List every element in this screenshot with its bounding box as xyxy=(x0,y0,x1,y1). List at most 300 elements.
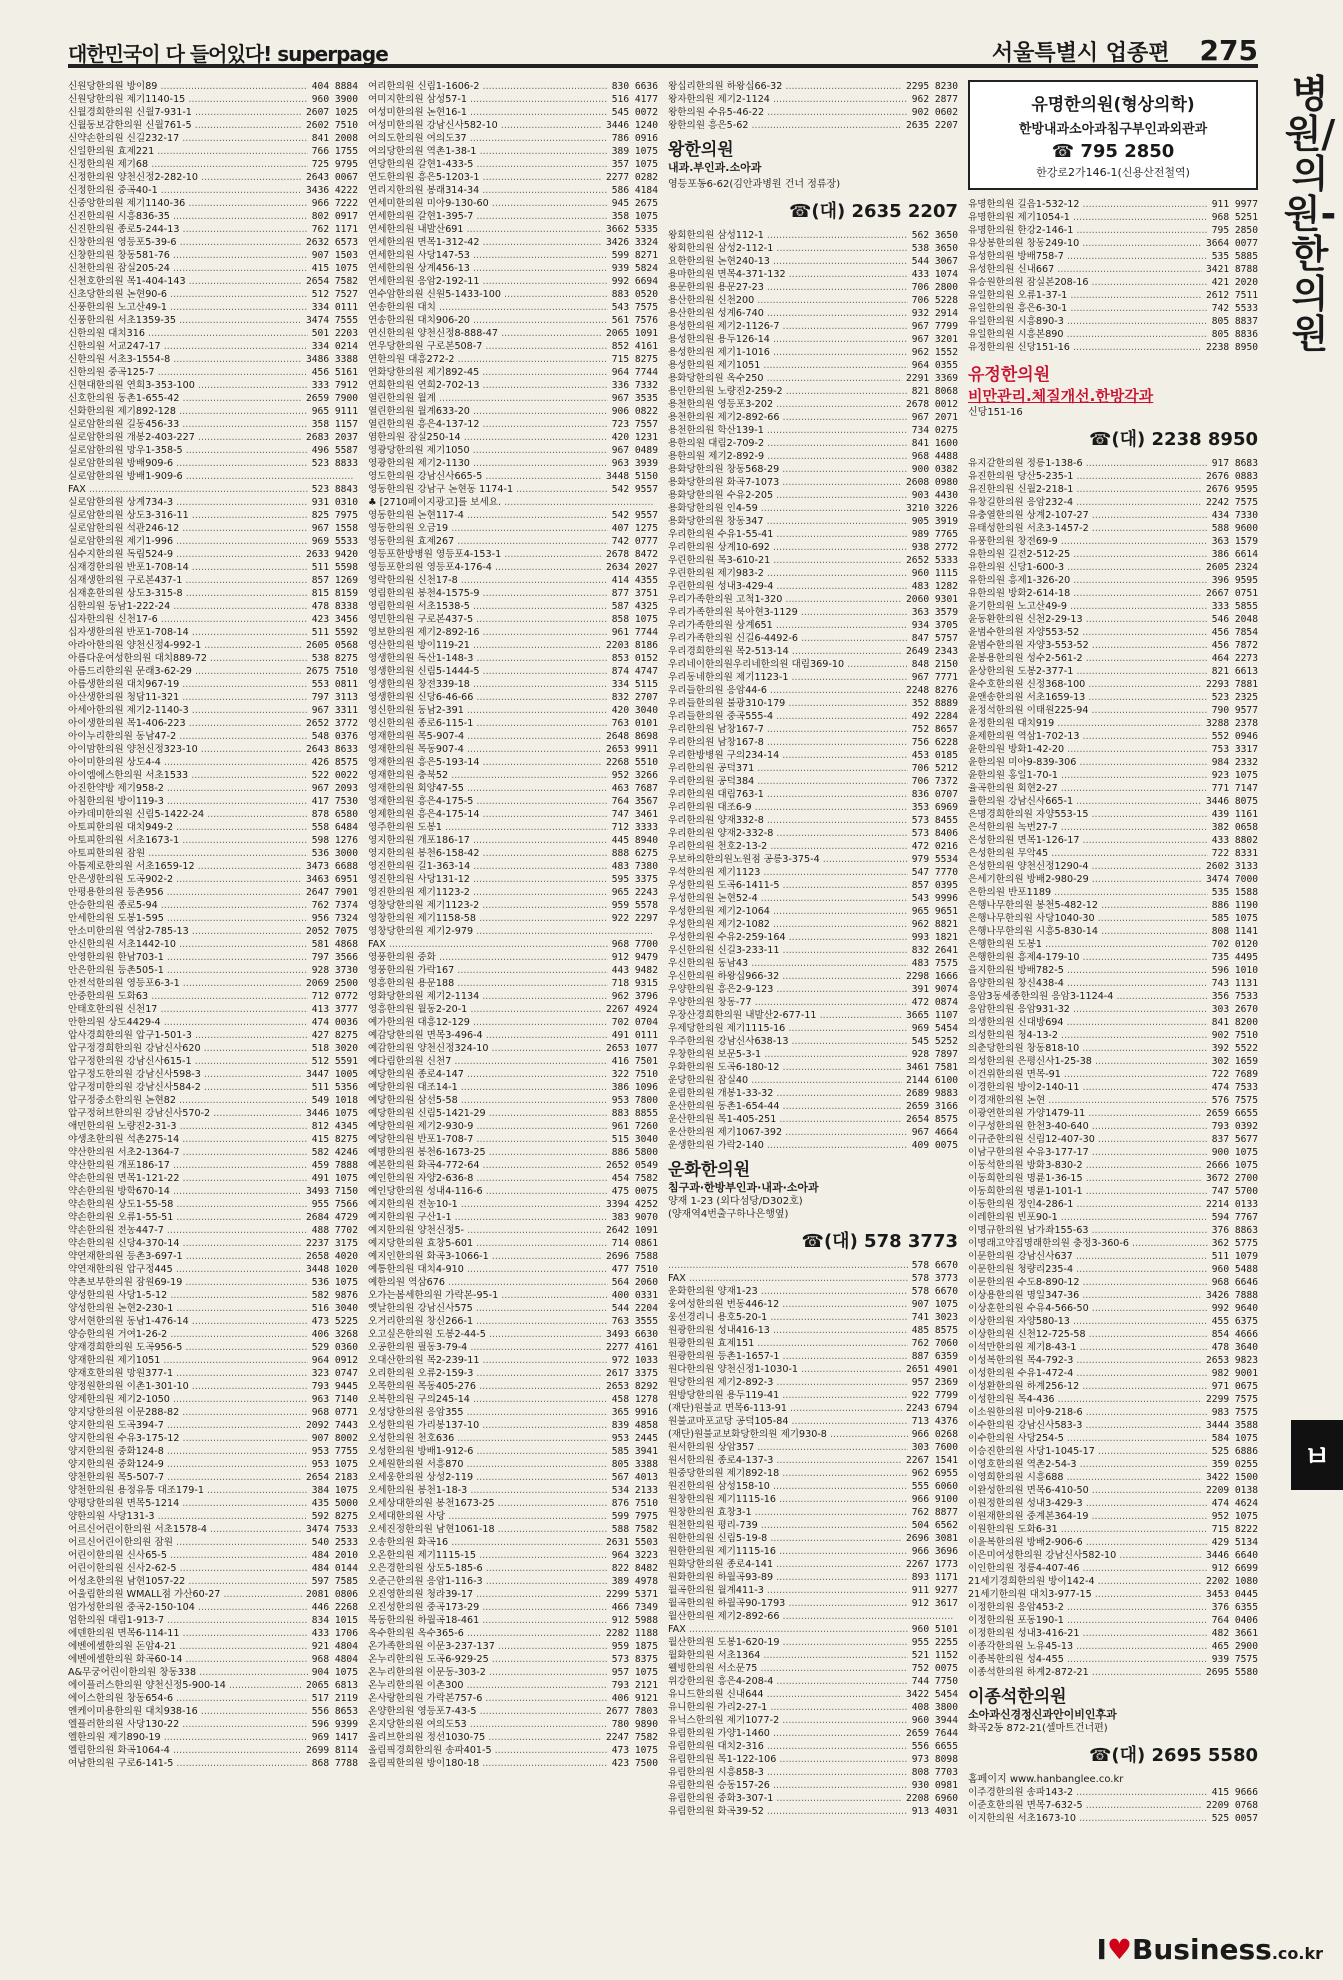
entry-phone: 483 1282 xyxy=(908,580,958,593)
entry-name: 이은미여성한의원 강남신사582-10 ..... xyxy=(968,1549,1202,1562)
entry-name: 운화한의원 양재1-23 ..... xyxy=(668,1285,908,1298)
listing-entry xyxy=(68,652,358,665)
listing-entry xyxy=(668,736,958,749)
listing-entry xyxy=(968,795,1258,808)
listing-entry xyxy=(368,1107,658,1120)
entry-phone: 586 4184 xyxy=(608,184,658,197)
listing-entry xyxy=(68,1419,358,1432)
entry-name: 윤제한의원 역삼1-702-13 ..... xyxy=(968,730,1208,743)
entry-phone: 762 1171 xyxy=(308,223,358,236)
entry-phone: 706 5212 xyxy=(908,762,958,775)
listing-entry xyxy=(368,1146,658,1159)
listing-entry xyxy=(68,1159,358,1172)
entry-phone: 857 1269 xyxy=(308,574,358,587)
entry-name: 오진성한의원 중곡173-29 ..... xyxy=(368,1601,608,1614)
listing-entry xyxy=(368,912,658,925)
entry-phone: 3474 7000 xyxy=(1202,873,1258,886)
listing-entry xyxy=(368,1666,658,1679)
entry-name: 양정원한의원 이촌1-301-10 ..... xyxy=(68,1380,308,1393)
entry-phone: 2209 0768 xyxy=(1202,1799,1258,1812)
listing-entry xyxy=(368,1601,658,1614)
listing-entry xyxy=(68,704,358,717)
entry-name: 우리들한의원 불광310-179 ..... xyxy=(668,697,908,710)
entry-name: 우신한의원 동남43 ..... xyxy=(668,957,908,970)
entry-name: ♣ [2710페이지광고]를 보세요. ..... xyxy=(368,496,654,509)
entry-phone: 959 1875 xyxy=(608,1640,658,1653)
listing-entry xyxy=(368,314,658,327)
listing-entry xyxy=(368,262,658,275)
entry-phone: 2659 7900 xyxy=(302,392,358,405)
index-tab[interactable]: ㅂ xyxy=(1291,1420,1343,1490)
entry-phone: 771 7147 xyxy=(1208,782,1258,795)
entry-phone: 415 9666 xyxy=(1208,1786,1258,1799)
listing-entry xyxy=(968,1549,1258,1562)
listing-entry xyxy=(668,1428,958,1441)
entry-phone: 363 3579 xyxy=(908,606,958,619)
ad-subtitle: 비만관리.체질개선.한방각과 xyxy=(968,387,1154,405)
listing-entry xyxy=(968,613,1258,626)
entry-name: 신중앙한의원 제기1140-36 ..... xyxy=(68,197,308,210)
entry-phone: 874 4747 xyxy=(608,665,658,678)
entry-phone: 525 6886 xyxy=(1208,1445,1258,1458)
entry-name: 양천한의원 목5-507-7 ..... xyxy=(68,1471,302,1484)
entry-phone: 2069 2500 xyxy=(302,977,358,990)
entry-name: 용화당한의원 인4-59 ..... xyxy=(668,502,902,515)
listing-entry xyxy=(968,587,1258,600)
entry-name: 우석한의원 제기1123 ..... xyxy=(668,866,908,879)
entry-phone: 578 3773 xyxy=(908,1272,958,1285)
entry-phone: 362 5775 xyxy=(1208,1237,1258,1250)
listing-entry xyxy=(368,457,658,470)
entry-phone: 334 0214 xyxy=(308,340,358,353)
entry-phone: 435 5000 xyxy=(308,1497,358,1510)
entry-phone: 725 9795 xyxy=(308,158,358,171)
entry-name: 오리한의원 오류2-159-3 ..... xyxy=(368,1367,602,1380)
entry-phone: 793 0392 xyxy=(1208,1120,1258,1133)
listing-entry xyxy=(68,1302,358,1315)
entry-name: 이동희한의원 명륜1-36-15 ..... xyxy=(968,1172,1202,1185)
listing-entry xyxy=(68,1666,358,1679)
entry-name: 여미지한의원 삼성57-1 ..... xyxy=(368,93,608,106)
entry-phone: 578 6670 xyxy=(908,1259,958,1272)
listing-entry xyxy=(68,574,358,587)
entry-phone: 945 2675 xyxy=(608,197,658,210)
entry-name: 신약손한의원 신길232-17 ..... xyxy=(68,132,308,145)
entry-name: 약연재한의원 등촌3-697-1 ..... xyxy=(68,1250,302,1263)
entry-name: 유승원한의원 잠실본208-16 ..... xyxy=(968,276,1208,289)
entry-phone: 512 7527 xyxy=(308,288,358,301)
entry-phone: 993 1821 xyxy=(908,931,958,944)
entry-name xyxy=(668,1259,908,1272)
entry-name: 신창한의원 영등포5-39-6 ..... xyxy=(68,236,302,249)
listing-entry xyxy=(968,315,1258,328)
entry-name: 어르신어린이한의원 서초1578-4 ..... xyxy=(68,1523,302,1536)
listing-entry xyxy=(668,710,958,723)
publisher-tagline: 대한민국이 다 들어있다! superpage xyxy=(68,42,388,66)
entry-phone: 2203 8186 xyxy=(602,639,658,652)
listing-columns xyxy=(68,80,1258,1824)
entry-phone: 805 3388 xyxy=(608,1458,658,1471)
entry-phone: 967 3201 xyxy=(908,333,958,346)
entry-name: 유림한의원 화곡39-52 ..... xyxy=(668,1805,908,1818)
entry-name: 웅선경리니 용호5-20-1 ..... xyxy=(668,1311,908,1324)
entry-name: 은세기한의원 방배2-980-29 ..... xyxy=(968,873,1202,886)
entry-phone: 561 7576 xyxy=(608,314,658,327)
listing-entry xyxy=(968,302,1258,315)
listing-entry xyxy=(968,899,1258,912)
listing-entry xyxy=(68,1354,358,1367)
entry-phone: 2632 6573 xyxy=(302,236,358,249)
entry-phone: 2654 2183 xyxy=(302,1471,358,1484)
entry-phone: 562 3650 xyxy=(908,229,958,242)
entry-phone: 483 7380 xyxy=(608,860,658,873)
listing-entry xyxy=(68,1497,358,1510)
listing-entry xyxy=(668,106,958,119)
entry-name: 양재호한의원 망원377-1 ..... xyxy=(68,1367,308,1380)
entry-phone: 877 3751 xyxy=(608,587,658,600)
entry-phone: 544 3067 xyxy=(908,255,958,268)
entry-phone: 713 4376 xyxy=(908,1415,958,1428)
listing-entry xyxy=(668,749,958,762)
listing-entry xyxy=(968,626,1258,639)
listing-entry xyxy=(368,574,658,587)
listing-entry xyxy=(668,1311,958,1324)
entry-name: 신진한의원 종로5-244-13 ..... xyxy=(68,223,308,236)
entry-name: 연세한의원 상계456-13 ..... xyxy=(368,262,608,275)
listing-entry xyxy=(668,1701,958,1714)
entry-name: 양천한의원 용정유통 대조179-1 ..... xyxy=(68,1484,308,1497)
entry-name: 우성한의원 제기2-1064 ..... xyxy=(668,905,908,918)
entry-phone: 706 7372 xyxy=(908,775,958,788)
ad-address: 양재 1-23 (외다섬당/D302호) xyxy=(668,1196,803,1207)
listing-entry xyxy=(368,1393,658,1406)
ad-phone: ☎(대) 2695 5580 xyxy=(1089,1745,1258,1766)
entry-name: 예한의원 역삼676 ..... xyxy=(368,1276,608,1289)
entry-name: 예당한의원 대조14-1 ..... xyxy=(368,1081,608,1094)
entry-phone: 2202 1080 xyxy=(1202,1575,1258,1588)
listing-entry xyxy=(668,515,958,528)
listing-entry xyxy=(968,535,1258,548)
entry-phone: 548 0376 xyxy=(308,730,358,743)
listing-entry xyxy=(68,1042,358,1055)
entry-phone: 907 1503 xyxy=(308,249,358,262)
entry-phone: 968 5251 xyxy=(1208,211,1258,224)
entry-name: 의성한의원 은평신사1-25-38 ..... xyxy=(968,1055,1208,1068)
listing-entry xyxy=(668,1272,958,1285)
listing-entry xyxy=(68,665,358,678)
listing-entry xyxy=(368,171,658,184)
entry-phone: 573 8455 xyxy=(908,814,958,827)
entry-phone: 967 1558 xyxy=(308,522,358,535)
entry-name: 압구정경희한의원 강남신사620 ..... xyxy=(68,1042,308,1055)
listing-entry xyxy=(68,1601,358,1614)
entry-phone: 900 0382 xyxy=(908,463,958,476)
listing-entry xyxy=(368,1640,658,1653)
ad-address: 영등포동6-62(김안과병원 건너 정류장) xyxy=(668,179,841,190)
listing-entry xyxy=(68,197,358,210)
entry-name: 21세기경희한의원 방이142-4 ..... xyxy=(968,1575,1202,1588)
entry-phone: 2242 7575 xyxy=(1202,496,1258,509)
entry-phone: 546 2048 xyxy=(1208,613,1258,626)
listing-entry xyxy=(68,600,358,613)
entry-name: 오송한의원 화곡16 ..... xyxy=(368,1536,602,1549)
entry-phone: 2652 3772 xyxy=(302,717,358,730)
entry-name: 유일한의원 흥은6-30-1 ..... xyxy=(968,302,1208,315)
entry-name: 영흥한의원 용문188 ..... xyxy=(368,977,608,990)
entry-name: 예당한의원 반포1-708-7 ..... xyxy=(368,1133,608,1146)
entry-phone: 594 7767 xyxy=(1208,1211,1258,1224)
entry-name: 웅여성한의원 번동446-12 ..... xyxy=(668,1298,908,1311)
entry-name: 약산한의원 개포186-17 ..... xyxy=(68,1159,308,1172)
listing-entry xyxy=(368,353,658,366)
listing-entry xyxy=(968,1354,1258,1367)
listing-entry xyxy=(968,1786,1258,1799)
listing-entry xyxy=(368,288,658,301)
entry-phone: 542 9557 xyxy=(608,509,658,522)
entry-name: 영산한의원 방이119-21 ..... xyxy=(368,639,602,652)
entry-phone: 912 9479 xyxy=(608,951,658,964)
entry-name: 영신한의원 종로6-115-1 ..... xyxy=(368,717,608,730)
entry-phone: 2052 7075 xyxy=(302,925,358,938)
listing-entry xyxy=(968,574,1258,587)
listing-entry xyxy=(968,600,1258,613)
entry-name: 안승한의원 종로5-94 ..... xyxy=(68,899,308,912)
entry-name: 원방당한의원 용두119-41 ..... xyxy=(668,1389,908,1402)
listing-entry xyxy=(68,834,358,847)
entry-phone: 2659 6655 xyxy=(1202,1107,1258,1120)
entry-name: 영지한의원 봉천6-158-42 ..... xyxy=(368,847,608,860)
entry-phone: 491 0111 xyxy=(608,1029,658,1042)
listing-entry xyxy=(368,1562,658,1575)
entry-name: 연수암한의원 신원5-1433-100 ..... xyxy=(368,288,608,301)
listing-entry xyxy=(968,1133,1258,1146)
entry-phone: 445 8940 xyxy=(608,834,658,847)
listing-entry xyxy=(668,1389,958,1402)
entry-name: 이종석한의원 하계2-872-21 ..... xyxy=(968,1666,1202,1679)
listing-entry xyxy=(668,658,958,671)
listing-entry xyxy=(668,1792,958,1805)
entry-name: 실로암한의원 제기1-996 ..... xyxy=(68,535,308,548)
entry-name: 실로암한의원 방배909-6 ..... xyxy=(68,457,308,470)
listing-entry xyxy=(668,255,958,268)
entry-name: 이종각한의원 노유45-13 ..... xyxy=(968,1640,1208,1653)
entry-phone: 868 7788 xyxy=(308,1757,358,1770)
entry-name: 예인당한의원 성내4-116-6 ..... xyxy=(368,1185,608,1198)
entry-phone: 454 7582 xyxy=(608,1172,658,1185)
entry-name: 영진한의원 제기1123-2 ..... xyxy=(368,886,608,899)
listing-entry xyxy=(968,1315,1258,1328)
entry-phone: 917 8683 xyxy=(1208,457,1258,470)
entry-name: 약손한의원 방학670-14 ..... xyxy=(68,1185,302,1198)
entry-name: 아이엠에스한의원 서초1533 ..... xyxy=(68,769,308,782)
entry-name: 안영한의원 한남703-1 ..... xyxy=(68,951,308,964)
entry-name: 목동한의원 하월곡18-461 ..... xyxy=(368,1614,608,1627)
entry-phone: 421 2020 xyxy=(1208,276,1258,289)
listing-entry xyxy=(368,1432,658,1445)
entry-phone: 930 0981 xyxy=(908,1779,958,1792)
entry-name: 왕한의원 흥은5-62 ..... xyxy=(668,119,902,132)
entry-name: 십자한의원 신천17-6 ..... xyxy=(68,613,308,626)
entry-phone: 543 7575 xyxy=(608,301,658,314)
entry-phone: 961 7260 xyxy=(608,1120,658,1133)
entry-name: 오세상대한의원 봉천1673-25 ..... xyxy=(368,1497,608,1510)
entry-phone: 2237 3175 xyxy=(302,1237,358,1250)
entry-name: 영도한의원 강남신사665-5 ..... xyxy=(368,470,602,483)
entry-name: 유풍한의원 창전69-9 ..... xyxy=(968,535,1208,548)
listing-entry xyxy=(68,548,358,561)
listing-entry xyxy=(68,171,358,184)
entry-name: 용한의원 대림2-709-2 ..... xyxy=(668,437,908,450)
listing-entry xyxy=(68,1731,358,1744)
listing-entry xyxy=(668,528,958,541)
entry-phone: 542 9557 xyxy=(608,483,658,496)
listing-entry xyxy=(368,886,658,899)
entry-name: 유림한의원 승동157-26 ..... xyxy=(668,1779,908,1792)
listing-entry xyxy=(368,236,658,249)
listing-group xyxy=(968,198,1258,354)
entry-phone: 902 0602 xyxy=(908,106,958,119)
entry-name: 유니드한의원 신내644 ..... xyxy=(668,1688,902,1701)
entry-name: 오가는봄세한의원 가락본-95-1 ..... xyxy=(368,1289,608,1302)
listing-entry xyxy=(68,1653,358,1666)
entry-phone: 484 2010 xyxy=(308,1549,358,1562)
entry-name: 아토피한의원 잠원 ..... xyxy=(68,847,308,860)
entry-name: 에벤에셀한의원 화곡60-14 ..... xyxy=(68,1653,308,1666)
entry-phone: 939 5824 xyxy=(608,262,658,275)
entry-name: 유한의원 신당1-600-3 ..... xyxy=(968,561,1202,574)
entry-name: 영재한의원 흥은5-193-14 ..... xyxy=(368,756,602,769)
entry-phone: 952 1075 xyxy=(1208,1510,1258,1523)
entry-name: 우신한의원 신길3-233-11 ..... xyxy=(668,944,908,957)
entry-name: 약손한의원 전농447-7 ..... xyxy=(68,1224,308,1237)
entry-phone: 886 1190 xyxy=(1208,899,1258,912)
listing-entry xyxy=(968,548,1258,561)
entry-phone: 902 7510 xyxy=(1208,1029,1258,1042)
listing-entry xyxy=(668,1779,958,1792)
entry-name: 이경재한의원 논현 ..... xyxy=(968,1094,1208,1107)
entry-phone: 2238 8950 xyxy=(1202,341,1258,354)
listing-entry xyxy=(668,814,958,827)
entry-name: 율한의원 강남신사665-1 ..... xyxy=(968,795,1202,808)
entry-name: 은성한의원 양천신정1290-4 ..... xyxy=(968,860,1202,873)
entry-phone: 841 2008 xyxy=(308,132,358,145)
listing-entry xyxy=(368,1120,658,1133)
entry-name: 운당한의원 잠실40 ..... xyxy=(668,1074,902,1087)
listing-entry xyxy=(668,320,958,333)
entry-phone: 2299 7575 xyxy=(1202,1393,1258,1406)
listing-entry xyxy=(668,762,958,775)
entry-name: 실로암한의원 망우1-358-5 ..... xyxy=(68,444,308,457)
entry-name: FAX ..... xyxy=(68,483,308,496)
listing-entry xyxy=(668,996,958,1009)
entry-name: 오거리한의원 창신266-1 ..... xyxy=(368,1315,608,1328)
entry-phone: 582 9876 xyxy=(308,1289,358,1302)
listing-entry xyxy=(668,1532,958,1545)
listing-entry xyxy=(68,353,358,366)
listing-group xyxy=(668,229,958,1152)
entry-name: 압구정허브한의원 강남신사570-2 ..... xyxy=(68,1107,302,1120)
entry-phone: 323 0747 xyxy=(308,1367,358,1380)
homepage-link[interactable]: 홈페이지 www.hanbanglee.co.kr xyxy=(968,1774,1124,1785)
listing-entry xyxy=(968,561,1258,574)
listing-entry xyxy=(368,626,658,639)
entry-name: 우양한의원 창동-77 ..... xyxy=(668,996,908,1009)
listing-entry xyxy=(968,977,1258,990)
entry-phone: 893 1171 xyxy=(908,1571,958,1584)
listing-entry xyxy=(968,860,1258,873)
entry-phone: 931 0310 xyxy=(308,496,358,509)
entry-name: 용인한의원 노량진2-259-2 ..... xyxy=(668,385,908,398)
entry-phone: 433 1074 xyxy=(908,268,958,281)
entry-name: 오세진정한의원 남현1061-18 ..... xyxy=(368,1523,608,1536)
listing-entry xyxy=(968,224,1258,237)
listing-entry xyxy=(668,450,958,463)
entry-name: 이성환한의원 하계256-12 ..... xyxy=(968,1380,1208,1393)
listing-entry xyxy=(668,866,958,879)
listing-entry xyxy=(668,1519,958,1532)
entry-name: 영재한의원 목동907-4 ..... xyxy=(368,743,602,756)
entry-name: 압구정한의원 강남신사615-1 ..... xyxy=(68,1055,308,1068)
listing-entry xyxy=(368,587,658,600)
entry-name: 용화당한의원 창동347 ..... xyxy=(668,515,908,528)
entry-phone: 598 1276 xyxy=(308,834,358,847)
entry-name: 운산한의원 목1-405-251 ..... xyxy=(668,1113,902,1126)
entry-phone: 3474 7555 xyxy=(302,314,358,327)
entry-name: 원중당한의원 제기892-18 ..... xyxy=(668,1467,908,1480)
entry-name: 온누리한의원 도곡6-929-25 ..... xyxy=(368,1653,608,1666)
listing-entry xyxy=(668,1753,958,1766)
listing-entry xyxy=(368,1068,658,1081)
entry-name: 오은경한의원 상도5-185-6 ..... xyxy=(368,1562,608,1575)
listing-entry xyxy=(68,1198,358,1211)
listing-entry xyxy=(668,476,958,489)
listing-entry xyxy=(68,1003,358,1016)
listing-entry xyxy=(368,730,658,743)
entry-name: 영생한의원 신림5-1444-5 ..... xyxy=(368,665,608,678)
entry-phone: 992 6694 xyxy=(608,275,658,288)
entry-name: 약손한의원 상도1-55-58 ..... xyxy=(68,1198,308,1211)
entry-phone: 2652 5333 xyxy=(902,554,958,567)
listing-group xyxy=(668,80,958,132)
listing-entry xyxy=(368,769,658,782)
listing-entry xyxy=(68,145,358,158)
listing-entry xyxy=(68,1627,358,1640)
entry-name: 원화한의원 하월곡93-89 ..... xyxy=(668,1571,908,1584)
listing-entry xyxy=(968,639,1258,652)
entry-phone: 459 7888 xyxy=(308,1159,358,1172)
listing-entry xyxy=(668,268,958,281)
entry-phone: 474 4624 xyxy=(1208,1497,1258,1510)
entry-phone: 472 0874 xyxy=(908,996,958,1009)
entry-phone: 521 1152 xyxy=(908,1649,958,1662)
listing-entry xyxy=(368,405,658,418)
entry-phone: 2643 0067 xyxy=(302,171,358,184)
entry-phone: 3446 8075 xyxy=(1202,795,1258,808)
wanghan-ad xyxy=(668,140,958,223)
entry-name: 영풍한의원 가락167 ..... xyxy=(368,964,608,977)
entry-phone: 446 2268 xyxy=(308,1601,358,1614)
listing-entry xyxy=(968,1224,1258,1237)
listing-entry xyxy=(68,886,358,899)
listing-entry xyxy=(68,275,358,288)
entry-name: 예지한의원 전농10-1 ..... xyxy=(368,1198,602,1211)
listing-entry xyxy=(68,93,358,106)
entry-phone: 585 3941 xyxy=(608,1445,658,1458)
entry-name: 연리지한의원 봉래314-34 ..... xyxy=(368,184,608,197)
entry-phone: 3444 3588 xyxy=(1202,1419,1258,1432)
listing-entry xyxy=(368,1744,658,1757)
entry-name: 신천한의원 잠실205-24 ..... xyxy=(68,262,308,275)
